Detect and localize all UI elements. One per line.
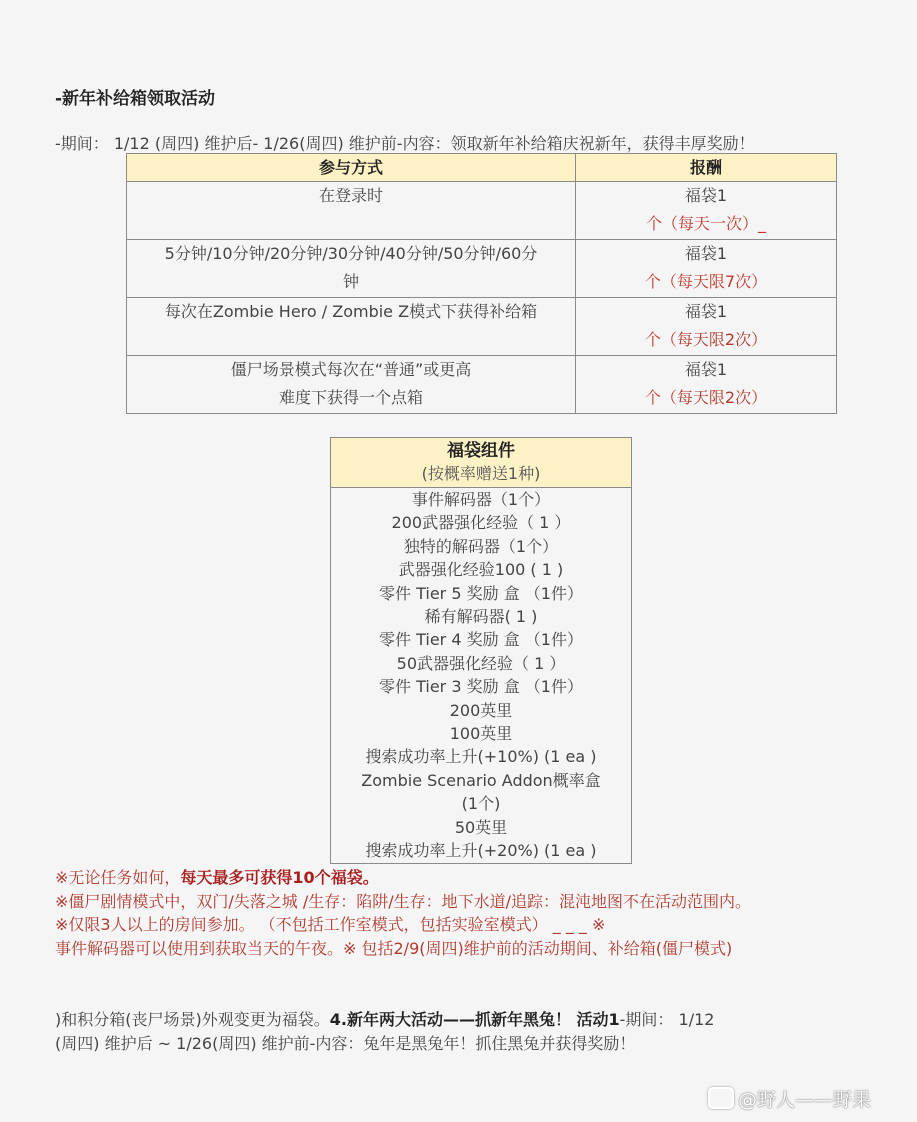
reward-limit [580,210,832,238]
lucky-bag-items [331,488,631,863]
note-line: 事件解码器可以使用到获取当天的午夜。※ 包括2/9(周四)维护前的活动期间、补给箱(僵尸模式) [55,938,733,958]
method-cell: 在登录时 [127,182,576,240]
list-item: 独特的解码器（1个） [403,536,559,556]
list-item: 搜索成功率上升(+20%) (1 ea ) [365,841,597,861]
footer-part: )和积分箱(丧尸场景)外观变更为福袋。 [55,1010,330,1029]
reward-label: 福袋1 [684,244,728,263]
list-item: 武器强化经验100 ( 1 ) [398,560,564,580]
limit-text: 每天限7次） [676,272,768,291]
method-text: 5分钟/10分钟/20分钟/30分钟/40分钟/50分钟/60分钟 [164,244,538,291]
footer-text [55,1008,714,1056]
reward-limit [580,384,832,412]
method-cell [127,240,576,298]
lucky-bag-title: 福袋组件 [447,441,515,461]
header-method: 参与方式 [127,154,576,182]
list-item: 200英里 [449,700,513,720]
lucky-bag-subtitle: (按概率赠送1种) [421,464,541,483]
page-title: -新年补给箱领取活动 [55,89,216,109]
reward-limit [580,268,832,296]
limit-text: 每天限2次） [676,330,768,349]
reward-cell [576,298,837,356]
reward-label: 福袋1 [684,360,728,379]
list-item: 零件 Tier 5 奖励 盒 （1件） [379,583,583,603]
list-item: Zombie Scenario Addon概率盒 [361,770,601,790]
footer-heading: 4.新年两大活动——抓新年黑兔！ 活动1 [329,1010,620,1029]
footer-line: (周四) 维护后 ~ 1/26(周四) 维护前-内容：兔年是黑兔年！抓住黑兔并获得奖励！ [55,1034,636,1053]
list-item: (1个) [461,794,501,814]
event-period: -期间： 1/12 (周四) 维护后- 1/26(周四) 维护前-内容：领取新年补给箱庆祝新年，获得丰厚奖励！ [55,134,755,153]
list-item: 零件 Tier 3 奖励 盒 （1件） [379,677,583,697]
table-row [127,240,837,298]
header-reward: 报酬 [576,154,837,182]
table-row [127,356,837,414]
reward-label: 福袋1 [684,186,728,205]
note-prefix: ※无论任务如何， [55,868,181,887]
zhihu-logo-icon [708,1087,734,1109]
list-item: 200武器强化经验（ 1 ） [391,513,571,533]
reward-cell [576,182,837,240]
method-text: 僵尸场景模式每次在“普通”或更高难度下获得一个点箱 [230,360,472,407]
limit-prefix: 个（ [645,214,678,233]
notes-block [55,866,751,960]
list-item: 事件解码器（1个） [411,490,551,509]
limit-prefix: 个（ [644,388,677,407]
watermark [708,1085,871,1112]
lucky-bag-header [331,438,631,488]
list-item: 100英里 [449,724,513,744]
reward-label: 福袋1 [684,302,728,321]
limit-prefix: 个（ [644,272,677,291]
reward-cell [576,356,837,414]
lucky-bag-components-box [330,437,632,864]
method-cell: 每次在Zombie Hero / Zombie Z模式下获得补给箱 [127,298,576,356]
list-item: 50英里 [454,817,508,837]
table-row [127,298,837,356]
list-item: 稀有解码器( 1 ) [424,607,538,627]
list-item: 零件 Tier 4 奖励 盒 （1件） [379,630,583,650]
table-row [127,182,837,240]
watermark-text: @野人——野果 [738,1089,872,1111]
limit-text: 每天一次）_ [678,214,767,233]
reward-limit [580,326,832,354]
footer-line [55,1008,714,1032]
footer-part: -期间： 1/12 [619,1010,715,1029]
note-line: ※仅限3人以上的房间参加。 （不包括工作室模式，包括实验室模式） _ _ _ ※ [55,915,606,934]
note-line: ※僵尸剧情模式中，双门/失落之城 /生存：陷阱/生存：地下水道/追踪：混沌地图不在活动范围内。 [55,891,752,911]
list-item: 搜索成功率上升(+10%) (1 ea ) [365,747,597,767]
reward-cell [576,240,837,298]
limit-prefix: 个（ [644,330,677,349]
list-item: 50武器强化经验（ 1 ） [396,653,566,673]
note-line [55,866,751,890]
table-header-row [127,154,837,182]
method-cell [127,356,576,414]
note-highlight: 每天最多可获得10个福袋。 [180,868,379,887]
limit-text: 每天限2次） [676,388,768,407]
participation-table [126,153,837,414]
